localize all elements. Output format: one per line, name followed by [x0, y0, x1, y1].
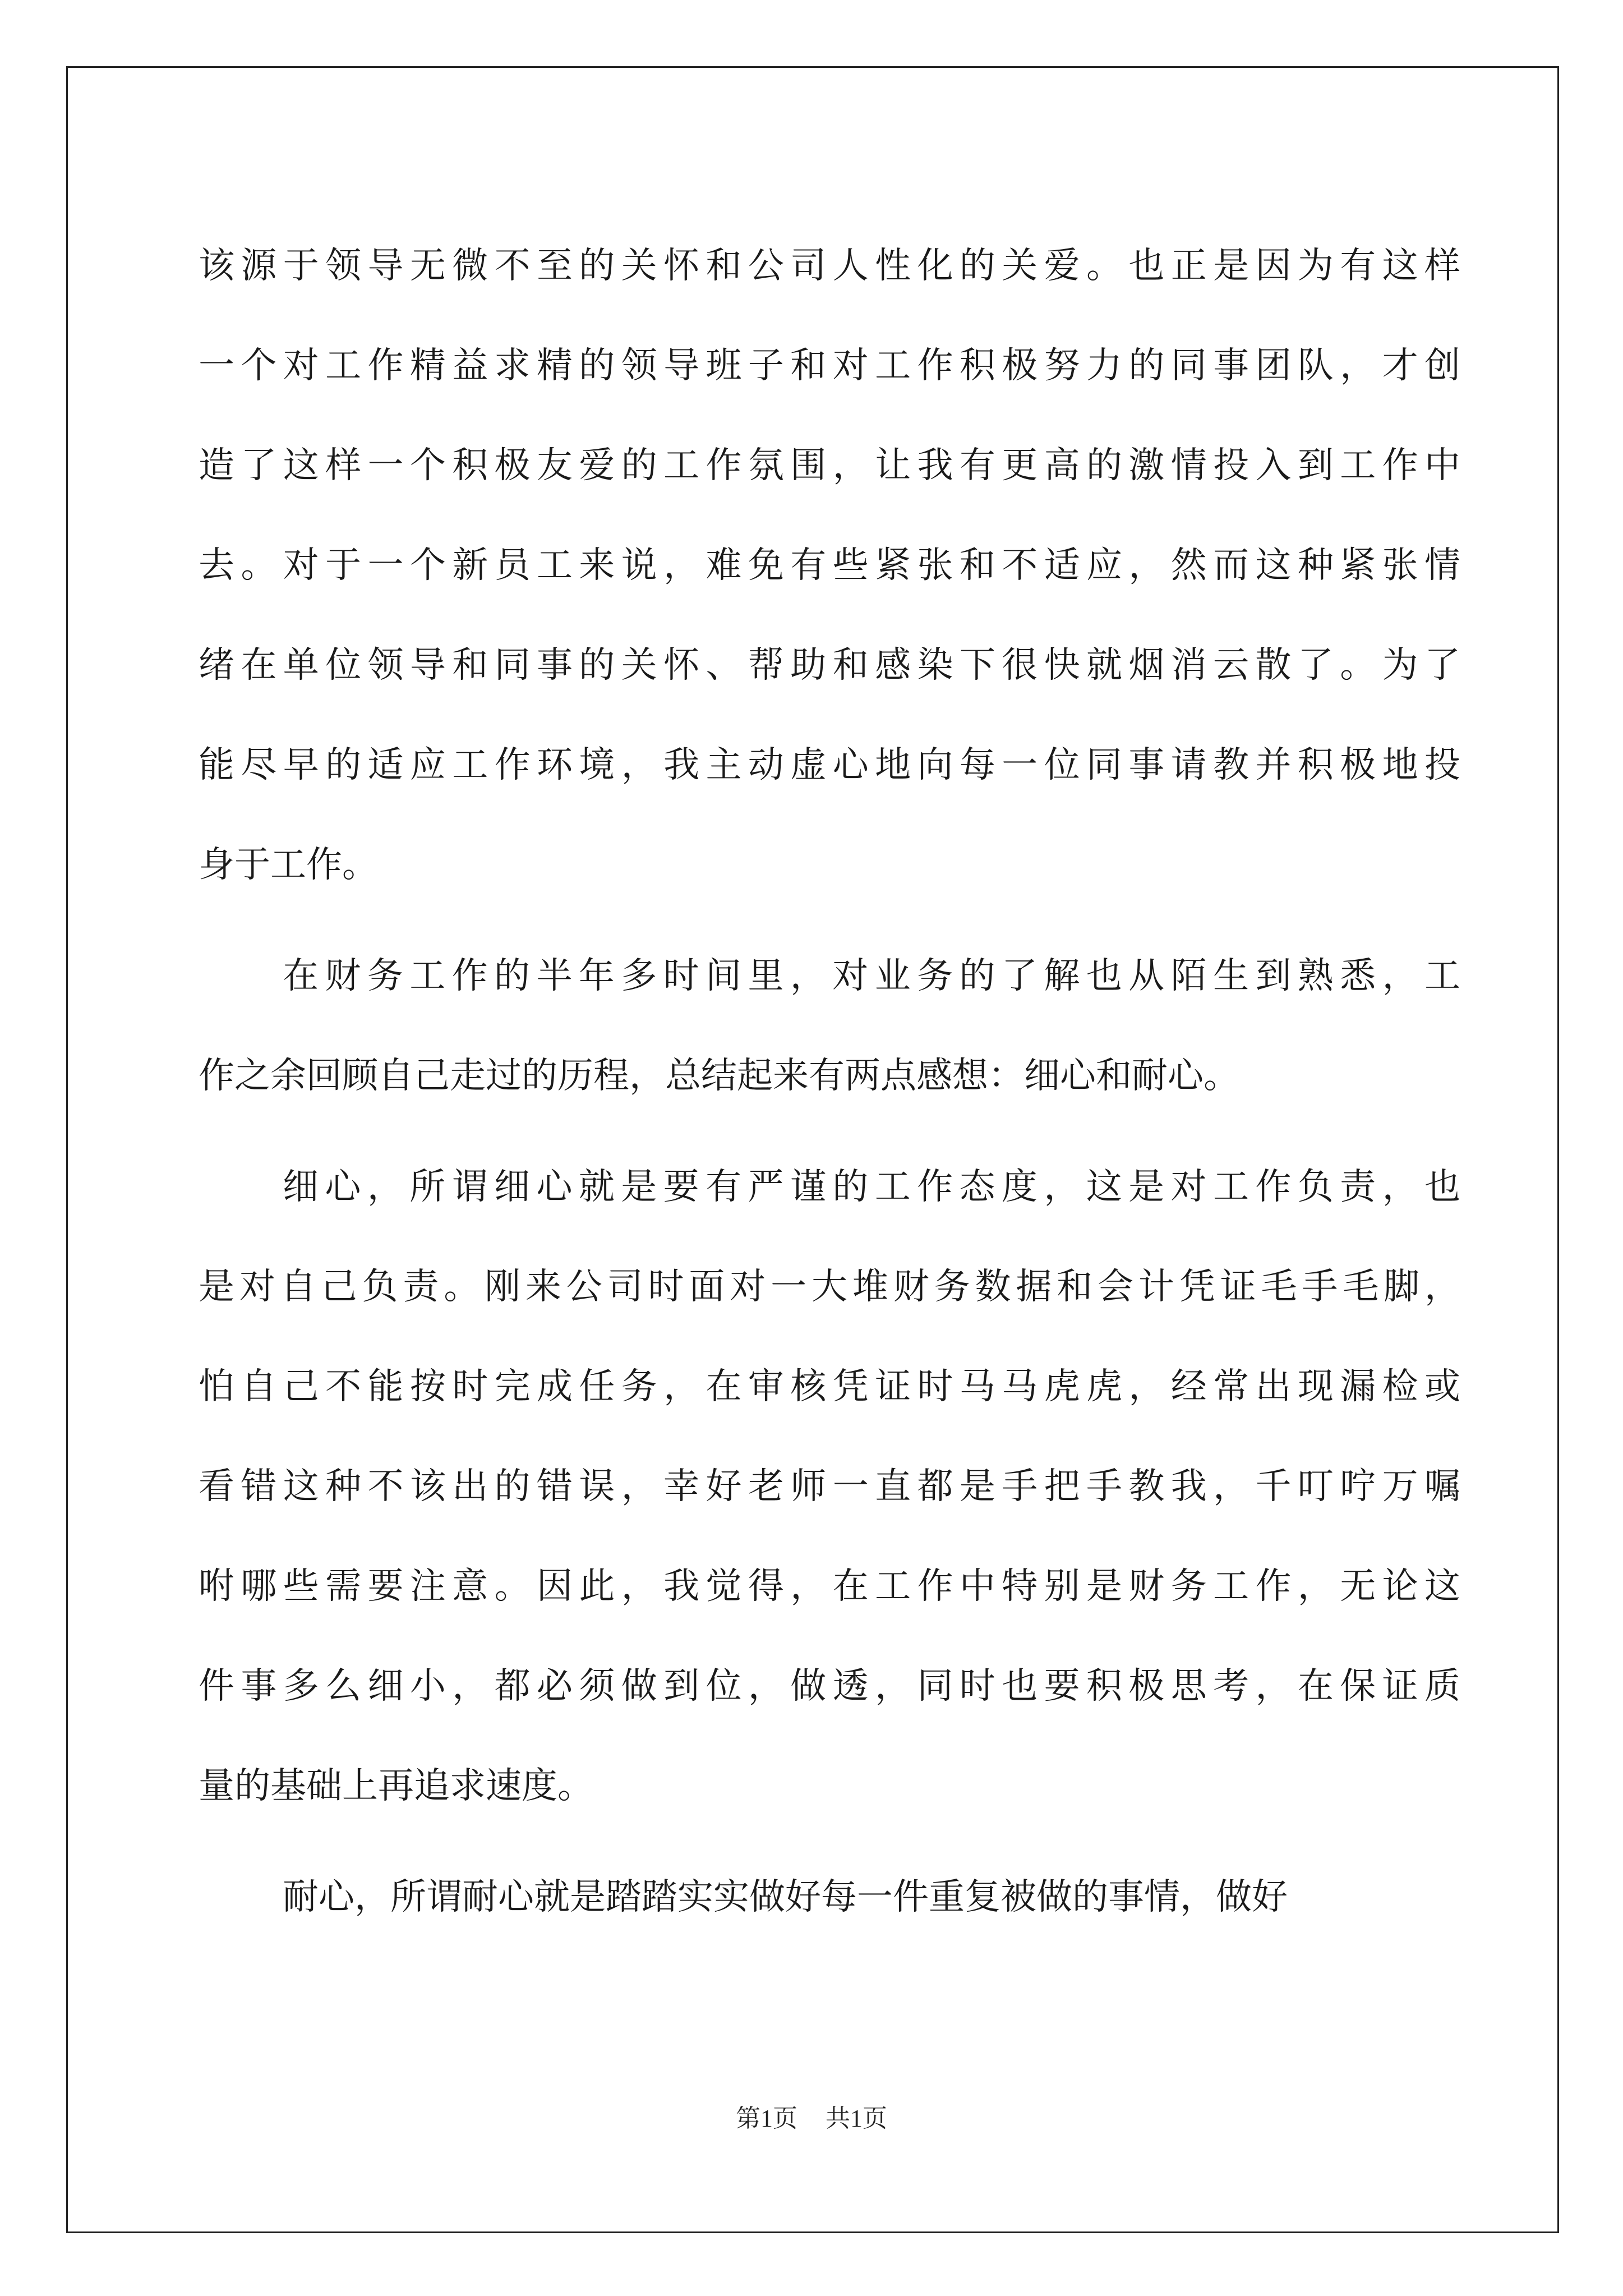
text-line: 身于工作。 — [199, 844, 378, 886]
page-footer — [0, 2098, 1623, 2134]
document-body — [199, 216, 1460, 1947]
text-line: 咐哪些需要注意。因此，我觉得，在工作中特别是财务工作，无论这 — [199, 1566, 1460, 1607]
total-pages: 共1页 — [826, 2105, 887, 2132]
text-line: 看错这种不该出的错误，幸好老师一直都是手把手教我，千叮咛万嘱 — [199, 1466, 1460, 1507]
paragraph — [199, 1137, 1460, 1836]
text-line: 造了这样一个积极友爱的工作氛围，让我有更高的激情投入到工作中 — [199, 445, 1460, 486]
paragraph — [199, 926, 1460, 1126]
text-line: 一个对工作精益求精的领导班子和对工作积极努力的同事团队，才创 — [199, 345, 1460, 386]
text-line: 耐心，所谓耐心就是踏踏实实做好每一件重复被做的事情，做好 — [283, 1876, 1288, 1918]
text-line: 是对自己负责。刚来公司时面对一大堆财务数据和会计凭证毛手毛脚， — [199, 1266, 1460, 1308]
text-line: 细心，所谓细心就是要有严谨的工作态度，这是对工作负责，也 — [283, 1166, 1460, 1208]
text-line: 该源于领导无微不至的关怀和公司人性化的关爱。也正是因为有这样 — [199, 245, 1460, 287]
text-line: 去。对于一个新员工来说，难免有些紧张和不适应，然而这种紧张情 — [199, 545, 1460, 586]
text-line: 在财务工作的半年多时间里，对业务的了解也从陌生到熟悉，工 — [283, 955, 1460, 997]
text-line: 怕自己不能按时完成任务，在审核凭证时马马虎虎，经常出现漏检或 — [199, 1366, 1460, 1407]
page-number: 第1页 — [736, 2105, 797, 2132]
text-line: 作之余回顾自己走过的历程，总结起来有两点感想：细心和耐心。 — [199, 1055, 1239, 1097]
paragraph — [199, 1847, 1460, 1947]
text-line: 绪在单位领导和同事的关怀、帮助和感染下很快就烟消云散了。为了 — [199, 645, 1460, 686]
paragraph — [199, 216, 1460, 915]
text-line: 能尽早的适应工作环境，我主动虚心地向每一位同事请教并积极地投 — [199, 744, 1460, 786]
text-line: 量的基础上再追求速度。 — [199, 1765, 593, 1807]
text-line: 件事多么细小，都必须做到位，做透，同时也要积极思考，在保证质 — [199, 1665, 1460, 1707]
